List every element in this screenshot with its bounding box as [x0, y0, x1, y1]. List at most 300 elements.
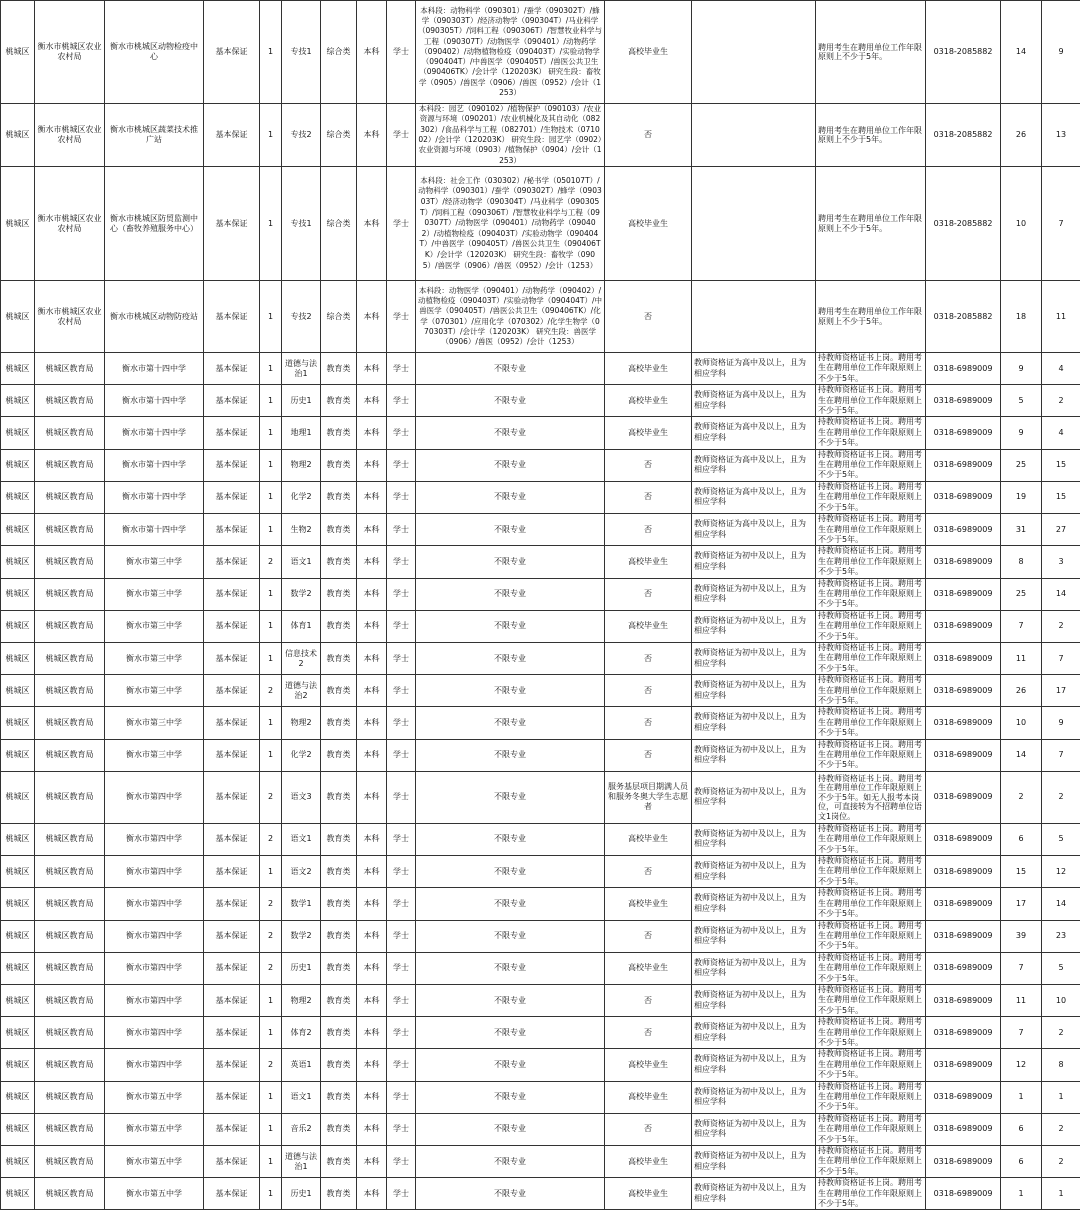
unit-cell: 衡水市第十四中学: [105, 417, 204, 449]
category-cell: 综合类: [321, 104, 357, 167]
applied-cell: 18: [1001, 281, 1042, 353]
note-cell: 持教师资格证书上岗。聘用考生在聘用单位工作年限原则上不少于5年。: [816, 888, 926, 920]
note-cell: 持教师资格证书上岗。聘用考生在聘用单位工作年限原则上不少于5年。: [816, 1081, 926, 1113]
applied-cell: 10: [1001, 167, 1042, 281]
degree-cell: 学士: [387, 1081, 416, 1113]
qualification-cell: 教师资格证为初中及以上，且为相应学科: [692, 546, 816, 578]
unit-cell: 衡水市第四中学: [105, 984, 204, 1016]
phone-cell: 0318-6989009: [926, 546, 1001, 578]
target-cell: 高校毕业生: [605, 167, 692, 281]
table-row: [1, 675, 1080, 707]
phone-cell: 0318-6989009: [926, 739, 1001, 771]
note-cell: 持教师资格证书上岗。聘用考生在聘用单位工作年限原则上不少于5年。: [816, 385, 926, 417]
category-cell: 综合类: [321, 1, 357, 104]
unit-cell: 衡水市第三中学: [105, 642, 204, 674]
count-cell: 1: [260, 1113, 282, 1145]
area-cell: 桃城区: [1, 888, 35, 920]
target-cell: 否: [605, 449, 692, 481]
type-cell: 基本保证: [204, 920, 260, 952]
category-cell: 教育类: [321, 984, 357, 1016]
unit-cell: 衡水市第三中学: [105, 610, 204, 642]
major-cell: 不限专业: [416, 739, 605, 771]
major-cell: 不限专业: [416, 984, 605, 1016]
dept-cell: 桃城区教育局: [35, 578, 105, 610]
major-cell: 不限专业: [416, 675, 605, 707]
post-cell: 语文1: [282, 546, 321, 578]
type-cell: 基本保证: [204, 952, 260, 984]
qualification-cell: 教师资格证为初中及以上，且为相应学科: [692, 1146, 816, 1178]
area-cell: 桃城区: [1, 578, 35, 610]
phone-cell: 0318-6989009: [926, 856, 1001, 888]
dept-cell: 桃城区教育局: [35, 417, 105, 449]
major-cell: 不限专业: [416, 1049, 605, 1081]
type-cell: 基本保证: [204, 1017, 260, 1049]
applied-cell: 7: [1001, 610, 1042, 642]
degree-cell: 学士: [387, 642, 416, 674]
degree-cell: 学士: [387, 952, 416, 984]
qualification-cell: 教师资格证为初中及以上，且为相应学科: [692, 1017, 816, 1049]
category-cell: 教育类: [321, 417, 357, 449]
target-cell: 高校毕业生: [605, 353, 692, 385]
dept-cell: 桃城区教育局: [35, 823, 105, 855]
table-row: [1, 739, 1080, 771]
area-cell: 桃城区: [1, 281, 35, 353]
major-cell: 不限专业: [416, 353, 605, 385]
table-row: [1, 707, 1080, 739]
applied-cell: 25: [1001, 578, 1042, 610]
applied-cell: 1: [1001, 1081, 1042, 1113]
applied-cell: 1: [1001, 1178, 1042, 1210]
applied-cell: 7: [1001, 952, 1042, 984]
phone-cell: 0318-6989009: [926, 1113, 1001, 1145]
category-cell: 教育类: [321, 642, 357, 674]
type-cell: 基本保证: [204, 739, 260, 771]
target-cell: 否: [605, 514, 692, 546]
passed-cell: 5: [1042, 952, 1080, 984]
qualification-cell: 教师资格证为高中及以上，且为相应学科: [692, 417, 816, 449]
applied-cell: 5: [1001, 385, 1042, 417]
table-row: [1, 546, 1080, 578]
area-cell: 桃城区: [1, 642, 35, 674]
type-cell: 基本保证: [204, 1146, 260, 1178]
dept-cell: 桃城区教育局: [35, 610, 105, 642]
applied-cell: 14: [1001, 1, 1042, 104]
education-cell: 本科: [357, 385, 387, 417]
phone-cell: 0318-6989009: [926, 353, 1001, 385]
major-cell: 不限专业: [416, 578, 605, 610]
applied-cell: 6: [1001, 1113, 1042, 1145]
unit-cell: 衡水市桃城区动物检疫中心: [105, 1, 204, 104]
note-cell: 持教师资格证书上岗。聘用考生在聘用单位工作年限原则上不少于5年。: [816, 1146, 926, 1178]
category-cell: 教育类: [321, 449, 357, 481]
dept-cell: 桃城区教育局: [35, 675, 105, 707]
degree-cell: 学士: [387, 417, 416, 449]
unit-cell: 衡水市第四中学: [105, 888, 204, 920]
note-cell: 持教师资格证书上岗。聘用考生在聘用单位工作年限原则上不少于5年。: [816, 578, 926, 610]
note-cell: 持教师资格证书上岗。聘用考生在聘用单位工作年限原则上不少于5年。: [816, 675, 926, 707]
applied-cell: 25: [1001, 449, 1042, 481]
education-cell: 本科: [357, 1017, 387, 1049]
target-cell: 否: [605, 920, 692, 952]
table-row: [1, 167, 1080, 281]
post-cell: 专技1: [282, 1, 321, 104]
passed-cell: 13: [1042, 104, 1080, 167]
degree-cell: 学士: [387, 1, 416, 104]
phone-cell: 0318-2085882: [926, 104, 1001, 167]
category-cell: 教育类: [321, 739, 357, 771]
post-cell: 化学2: [282, 481, 321, 513]
applied-cell: 11: [1001, 984, 1042, 1016]
phone-cell: 0318-6989009: [926, 1146, 1001, 1178]
phone-cell: 0318-6989009: [926, 385, 1001, 417]
category-cell: 教育类: [321, 707, 357, 739]
type-cell: 基本保证: [204, 449, 260, 481]
qualification-cell: 教师资格证为初中及以上，且为相应学科: [692, 1113, 816, 1145]
type-cell: 基本保证: [204, 281, 260, 353]
category-cell: 教育类: [321, 1113, 357, 1145]
count-cell: 2: [260, 823, 282, 855]
table-row: [1, 417, 1080, 449]
target-cell: 高校毕业生: [605, 888, 692, 920]
education-cell: 本科: [357, 888, 387, 920]
unit-cell: 衡水市第三中学: [105, 675, 204, 707]
degree-cell: 学士: [387, 707, 416, 739]
category-cell: 教育类: [321, 920, 357, 952]
category-cell: 教育类: [321, 1146, 357, 1178]
applied-cell: 2: [1001, 771, 1042, 823]
post-cell: 数学2: [282, 920, 321, 952]
passed-cell: 7: [1042, 642, 1080, 674]
category-cell: 教育类: [321, 610, 357, 642]
major-cell: 本科段：社会工作（030302）/秘书学（050107T）/动物科学（090301）/蚕学（090302T）/蜂学（090303T）/经济动物学（090304T）/马业科学（090305T）/饲料工程（090306T）/智慧牧业科学与工程（090307T）/动物医学（090401）/动物药学（090402）/动植物检疫（090403T）/实验动物学（090404T）/中兽医学（090405T）/兽医公共卫生（090406TK）/会计学（120203K） 研究生段：畜牧学（0905）/兽医学（0906）/兽医（0952）/会计（1253）: [416, 167, 605, 281]
education-cell: 本科: [357, 481, 387, 513]
table-row: [1, 281, 1080, 353]
note-cell: 持教师资格证书上岗。聘用考生在聘用单位工作年限原则上不少于5年。: [816, 952, 926, 984]
category-cell: 教育类: [321, 353, 357, 385]
applied-cell: 9: [1001, 417, 1042, 449]
unit-cell: 衡水市第三中学: [105, 707, 204, 739]
area-cell: 桃城区: [1, 1017, 35, 1049]
education-cell: 本科: [357, 920, 387, 952]
unit-cell: 衡水市桃城区防贸监测中心（畜牧养殖服务中心）: [105, 167, 204, 281]
target-cell: 否: [605, 984, 692, 1016]
education-cell: 本科: [357, 1146, 387, 1178]
education-cell: 本科: [357, 739, 387, 771]
passed-cell: 14: [1042, 888, 1080, 920]
category-cell: 教育类: [321, 823, 357, 855]
table-body: [1, 1, 1080, 1210]
degree-cell: 学士: [387, 578, 416, 610]
target-cell: 高校毕业生: [605, 417, 692, 449]
table-row: [1, 385, 1080, 417]
count-cell: 1: [260, 514, 282, 546]
education-cell: 本科: [357, 1, 387, 104]
category-cell: 教育类: [321, 1049, 357, 1081]
degree-cell: 学士: [387, 984, 416, 1016]
major-cell: 不限专业: [416, 514, 605, 546]
qualification-cell: 教师资格证为初中及以上，且为相应学科: [692, 707, 816, 739]
phone-cell: 0318-6989009: [926, 481, 1001, 513]
target-cell: 否: [605, 739, 692, 771]
post-cell: 生物2: [282, 514, 321, 546]
unit-cell: 衡水市第十四中学: [105, 514, 204, 546]
qualification-cell: 教师资格证为初中及以上，且为相应学科: [692, 1081, 816, 1113]
area-cell: 桃城区: [1, 417, 35, 449]
education-cell: 本科: [357, 578, 387, 610]
applied-cell: 9: [1001, 353, 1042, 385]
area-cell: 桃城区: [1, 104, 35, 167]
note-cell: 聘用考生在聘用单位工作年限原则上不少于5年。: [816, 281, 926, 353]
post-cell: 物理2: [282, 707, 321, 739]
count-cell: 1: [260, 707, 282, 739]
target-cell: 高校毕业生: [605, 1049, 692, 1081]
passed-cell: 17: [1042, 675, 1080, 707]
note-cell: 持教师资格证书上岗。聘用考生在聘用单位工作年限原则上不少于5年。: [816, 642, 926, 674]
dept-cell: 桃城区教育局: [35, 642, 105, 674]
count-cell: 1: [260, 739, 282, 771]
area-cell: 桃城区: [1, 856, 35, 888]
dept-cell: 桃城区教育局: [35, 1081, 105, 1113]
major-cell: 不限专业: [416, 610, 605, 642]
education-cell: 本科: [357, 167, 387, 281]
qualification-cell: 教师资格证为初中及以上，且为相应学科: [692, 856, 816, 888]
table-row: [1, 984, 1080, 1016]
degree-cell: 学士: [387, 104, 416, 167]
category-cell: 教育类: [321, 578, 357, 610]
area-cell: 桃城区: [1, 167, 35, 281]
major-cell: 不限专业: [416, 856, 605, 888]
unit-cell: 衡水市第十四中学: [105, 449, 204, 481]
count-cell: 1: [260, 610, 282, 642]
degree-cell: 学士: [387, 385, 416, 417]
note-cell: 持教师资格证书上岗。聘用考生在聘用单位工作年限原则上不少于5年。: [816, 514, 926, 546]
count-cell: 2: [260, 771, 282, 823]
qualification-cell: 教师资格证为初中及以上，且为相应学科: [692, 642, 816, 674]
qualification-cell: 教师资格证为初中及以上，且为相应学科: [692, 1178, 816, 1210]
target-cell: 否: [605, 104, 692, 167]
phone-cell: 0318-6989009: [926, 675, 1001, 707]
table-row: [1, 1049, 1080, 1081]
target-cell: 否: [605, 856, 692, 888]
type-cell: 基本保证: [204, 610, 260, 642]
passed-cell: 2: [1042, 1146, 1080, 1178]
applied-cell: 17: [1001, 888, 1042, 920]
major-cell: 不限专业: [416, 771, 605, 823]
area-cell: 桃城区: [1, 1049, 35, 1081]
degree-cell: 学士: [387, 1113, 416, 1145]
note-cell: 持教师资格证书上岗。聘用考生在聘用单位工作年限原则上不少于5年。: [816, 1049, 926, 1081]
phone-cell: 0318-6989009: [926, 707, 1001, 739]
area-cell: 桃城区: [1, 514, 35, 546]
category-cell: 教育类: [321, 771, 357, 823]
type-cell: 基本保证: [204, 823, 260, 855]
unit-cell: 衡水市桃城区动物防疫站: [105, 281, 204, 353]
phone-cell: 0318-6989009: [926, 771, 1001, 823]
type-cell: 基本保证: [204, 707, 260, 739]
degree-cell: 学士: [387, 1017, 416, 1049]
post-cell: 语文3: [282, 771, 321, 823]
note-cell: 聘用考生在聘用单位工作年限原则上不少于5年。: [816, 1, 926, 104]
count-cell: 1: [260, 104, 282, 167]
dept-cell: 衡水市桃城区农业农村局: [35, 281, 105, 353]
type-cell: 基本保证: [204, 1178, 260, 1210]
dept-cell: 桃城区教育局: [35, 739, 105, 771]
applied-cell: 6: [1001, 1146, 1042, 1178]
applied-cell: 15: [1001, 856, 1042, 888]
target-cell: 否: [605, 481, 692, 513]
degree-cell: 学士: [387, 449, 416, 481]
area-cell: 桃城区: [1, 707, 35, 739]
note-cell: 持教师资格证书上岗。聘用考生在聘用单位工作年限原则上不少于5年。: [816, 353, 926, 385]
phone-cell: 0318-6989009: [926, 1081, 1001, 1113]
table-row: [1, 353, 1080, 385]
category-cell: 教育类: [321, 1017, 357, 1049]
phone-cell: 0318-6989009: [926, 610, 1001, 642]
post-cell: 体育1: [282, 610, 321, 642]
table-row: [1, 920, 1080, 952]
count-cell: 1: [260, 167, 282, 281]
major-cell: 不限专业: [416, 1081, 605, 1113]
target-cell: 高校毕业生: [605, 385, 692, 417]
dept-cell: 桃城区教育局: [35, 1113, 105, 1145]
area-cell: 桃城区: [1, 984, 35, 1016]
note-cell: 持教师资格证书上岗。聘用考生在聘用单位工作年限原则上不少于5年。: [816, 610, 926, 642]
phone-cell: 0318-6989009: [926, 514, 1001, 546]
post-cell: 道德与法治2: [282, 675, 321, 707]
type-cell: 基本保证: [204, 167, 260, 281]
count-cell: 1: [260, 449, 282, 481]
dept-cell: 桃城区教育局: [35, 514, 105, 546]
post-cell: 道德与法治1: [282, 353, 321, 385]
area-cell: 桃城区: [1, 1, 35, 104]
education-cell: 本科: [357, 1049, 387, 1081]
area-cell: 桃城区: [1, 1113, 35, 1145]
major-cell: 本科段：动物医学（090401）/动物药学（090402）/动植物检疫（090403T）/实验动物学（090404T）/中兽医学（090405T）/兽医公共卫生（090406TK）/化学（070301）/应用化学（070302）/化学生物学（070303T）/会计学（120203K） 研究生段：兽医学（0906）/兽医（0952）/会计（1253）: [416, 281, 605, 353]
education-cell: 本科: [357, 449, 387, 481]
applied-cell: 26: [1001, 675, 1042, 707]
degree-cell: 学士: [387, 481, 416, 513]
degree-cell: 学士: [387, 856, 416, 888]
passed-cell: 2: [1042, 1113, 1080, 1145]
education-cell: 本科: [357, 1081, 387, 1113]
major-cell: 不限专业: [416, 546, 605, 578]
target-cell: 高校毕业生: [605, 1146, 692, 1178]
phone-cell: 0318-6989009: [926, 417, 1001, 449]
major-cell: 不限专业: [416, 417, 605, 449]
unit-cell: 衡水市第三中学: [105, 546, 204, 578]
note-cell: 持教师资格证书上岗。聘用考生在聘用单位工作年限原则上不少于5年。: [816, 707, 926, 739]
passed-cell: 2: [1042, 610, 1080, 642]
target-cell: 高校毕业生: [605, 823, 692, 855]
target-cell: 高校毕业生: [605, 952, 692, 984]
qualification-cell: [692, 104, 816, 167]
passed-cell: 8: [1042, 1049, 1080, 1081]
degree-cell: 学士: [387, 920, 416, 952]
note-cell: 持教师资格证书上岗。聘用考生在聘用单位工作年限原则上不少于5年。: [816, 984, 926, 1016]
category-cell: 教育类: [321, 1081, 357, 1113]
phone-cell: 0318-2085882: [926, 1, 1001, 104]
post-cell: 历史1: [282, 1178, 321, 1210]
major-cell: 不限专业: [416, 481, 605, 513]
note-cell: 持教师资格证书上岗。聘用考生在聘用单位工作年限原则上不少于5年。: [816, 856, 926, 888]
degree-cell: 学士: [387, 823, 416, 855]
major-cell: 不限专业: [416, 707, 605, 739]
major-cell: 不限专业: [416, 1113, 605, 1145]
category-cell: 教育类: [321, 1178, 357, 1210]
area-cell: 桃城区: [1, 771, 35, 823]
post-cell: 专技2: [282, 104, 321, 167]
education-cell: 本科: [357, 952, 387, 984]
post-cell: 道德与法治1: [282, 1146, 321, 1178]
major-cell: 不限专业: [416, 385, 605, 417]
applied-cell: 26: [1001, 104, 1042, 167]
area-cell: 桃城区: [1, 920, 35, 952]
target-cell: 否: [605, 675, 692, 707]
type-cell: 基本保证: [204, 1081, 260, 1113]
education-cell: 本科: [357, 642, 387, 674]
category-cell: 综合类: [321, 281, 357, 353]
dept-cell: 桃城区教育局: [35, 920, 105, 952]
category-cell: 教育类: [321, 546, 357, 578]
qualification-cell: 教师资格证为高中及以上，且为相应学科: [692, 481, 816, 513]
phone-cell: 0318-6989009: [926, 823, 1001, 855]
qualification-cell: 教师资格证为初中及以上，且为相应学科: [692, 578, 816, 610]
note-cell: 聘用考生在聘用单位工作年限原则上不少于5年。: [816, 104, 926, 167]
qualification-cell: 教师资格证为初中及以上，且为相应学科: [692, 920, 816, 952]
major-cell: 不限专业: [416, 642, 605, 674]
passed-cell: 23: [1042, 920, 1080, 952]
type-cell: 基本保证: [204, 675, 260, 707]
passed-cell: 27: [1042, 514, 1080, 546]
dept-cell: 桃城区教育局: [35, 1146, 105, 1178]
applied-cell: 31: [1001, 514, 1042, 546]
applied-cell: 11: [1001, 642, 1042, 674]
applied-cell: 19: [1001, 481, 1042, 513]
qualification-cell: [692, 1, 816, 104]
count-cell: 1: [260, 385, 282, 417]
qualification-cell: 教师资格证为初中及以上，且为相应学科: [692, 675, 816, 707]
major-cell: 不限专业: [416, 449, 605, 481]
applied-cell: 7: [1001, 1017, 1042, 1049]
major-cell: 不限专业: [416, 1146, 605, 1178]
count-cell: 1: [260, 1, 282, 104]
major-cell: 不限专业: [416, 888, 605, 920]
target-cell: 高校毕业生: [605, 610, 692, 642]
post-cell: 音乐2: [282, 1113, 321, 1145]
count-cell: 1: [260, 856, 282, 888]
count-cell: 1: [260, 1146, 282, 1178]
education-cell: 本科: [357, 1178, 387, 1210]
table-row: [1, 610, 1080, 642]
area-cell: 桃城区: [1, 546, 35, 578]
table-row: [1, 856, 1080, 888]
phone-cell: 0318-2085882: [926, 281, 1001, 353]
count-cell: 2: [260, 920, 282, 952]
unit-cell: 衡水市第四中学: [105, 771, 204, 823]
qualification-cell: 教师资格证为初中及以上，且为相应学科: [692, 984, 816, 1016]
count-cell: 1: [260, 984, 282, 1016]
passed-cell: 1: [1042, 1081, 1080, 1113]
type-cell: 基本保证: [204, 888, 260, 920]
note-cell: 持教师资格证书上岗。聘用考生在聘用单位工作年限原则上不少于5年。: [816, 417, 926, 449]
table-row: [1, 823, 1080, 855]
qualification-cell: [692, 167, 816, 281]
count-cell: 2: [260, 546, 282, 578]
target-cell: 否: [605, 707, 692, 739]
type-cell: 基本保证: [204, 1, 260, 104]
education-cell: 本科: [357, 546, 387, 578]
unit-cell: 衡水市第四中学: [105, 1049, 204, 1081]
